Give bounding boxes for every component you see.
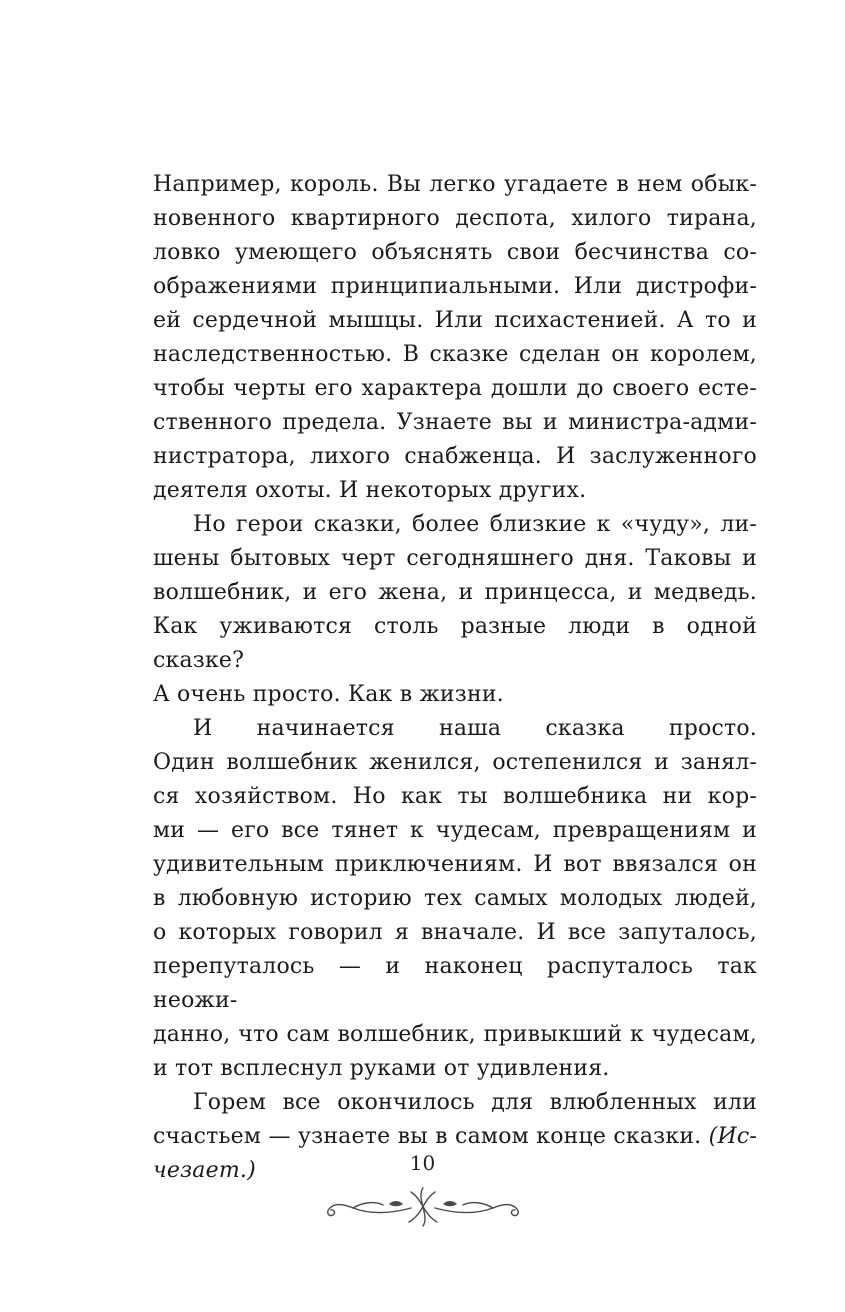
- body-text: Например, король. Вы легко угадаете в нем обык-: [153, 172, 757, 197]
- body-text: наследственностью. В сказке сделан он королем,: [153, 342, 757, 367]
- text-line: [153, 338, 757, 372]
- text-line: [153, 916, 757, 950]
- stage-direction-text: (Ис-: [708, 1124, 757, 1149]
- body-text: Один волшебник женился, остепенился и занял-: [153, 750, 757, 775]
- text-line: [153, 508, 757, 542]
- body-text: и тот всплеснул руками от удивления.: [153, 1056, 610, 1081]
- text-line: [153, 712, 757, 746]
- body-text: счастьем — узнаете вы в самом конце сказки.: [153, 1124, 709, 1149]
- text-line: [153, 1018, 757, 1052]
- text-line: [153, 1086, 757, 1120]
- text-line: [153, 746, 757, 780]
- text-line: [153, 576, 757, 610]
- text-line: [153, 1052, 757, 1086]
- body-text: ственного предела. Узнаете вы и министра-адми-: [153, 410, 757, 435]
- text-line: [153, 1120, 757, 1154]
- body-text: чтобы черты его характера дошли до своего есте-: [153, 376, 757, 401]
- body-text: Но герои сказки, более близкие к «чуду», ли-: [193, 512, 757, 537]
- body-text: ображениями принципиальными. Или дистрофи-: [153, 274, 757, 299]
- body-text: данно, что сам волшебник, привыкший к чудесам,: [153, 1022, 757, 1047]
- body-text: ловко умеющего объяснять свои бесчинства со-: [153, 240, 757, 265]
- body-text: И начинается наша сказка просто.: [193, 716, 757, 741]
- text-line: [153, 440, 757, 474]
- body-text: новенного квартирного деспота, хилого тирана,: [153, 206, 757, 231]
- text-line: [153, 406, 757, 440]
- body-text: ей сердечной мышцы. Или психастенией. А то и: [153, 308, 757, 333]
- text-line: [153, 950, 757, 1018]
- paragraph: [153, 712, 757, 1086]
- text-line: [153, 304, 757, 338]
- paragraph: [153, 168, 757, 508]
- body-text: в любовную историю тех самых молодых людей,: [153, 886, 757, 911]
- stage-direction-text: чезает.): [153, 1158, 256, 1183]
- text-line: [153, 678, 757, 712]
- body-text: ми — его все тянет к чудесам, превращениям и: [153, 818, 757, 843]
- body-text: о которых говорил я вначале. И все запуталось,: [153, 920, 757, 945]
- text-line: [153, 372, 757, 406]
- text-line: [153, 168, 757, 202]
- body-text: нистратора, лихого снабженца. И заслуженного: [153, 444, 757, 469]
- text-line: [153, 236, 757, 270]
- text-line: [153, 542, 757, 576]
- text-line: [153, 474, 757, 508]
- page-footer: [0, 1150, 845, 1234]
- body-text: перепуталось — и наконец распуталось так неожи-: [153, 954, 757, 1013]
- flourish-ornament-icon: [323, 1184, 523, 1230]
- paragraph: [153, 508, 757, 712]
- text-block: [153, 168, 757, 1188]
- body-text: Как уживаются столь разные люди в одной сказке?: [153, 614, 757, 673]
- text-line: [153, 814, 757, 848]
- text-line: [153, 780, 757, 814]
- body-text: удивительным приключениям. И вот ввязался он: [153, 852, 757, 877]
- body-text: Горем все окончилось для влюбленных или: [193, 1090, 757, 1115]
- text-line: [153, 882, 757, 916]
- text-line: [153, 848, 757, 882]
- body-text: А очень просто. Как в жизни.: [153, 682, 504, 707]
- text-line: [153, 610, 757, 678]
- text-line: [153, 202, 757, 236]
- body-text: ся хозяйством. Но как ты волшебника ни кор-: [153, 784, 757, 809]
- text-line: [153, 270, 757, 304]
- body-text: волшебник, и его жена, и принцесса, и медведь.: [153, 580, 757, 605]
- page-number: 10: [409, 1151, 436, 1175]
- body-text: деятеля охоты. И некоторых других.: [153, 478, 587, 503]
- body-text: шены бытовых черт сегодняшнего дня. Таковы и: [153, 546, 757, 571]
